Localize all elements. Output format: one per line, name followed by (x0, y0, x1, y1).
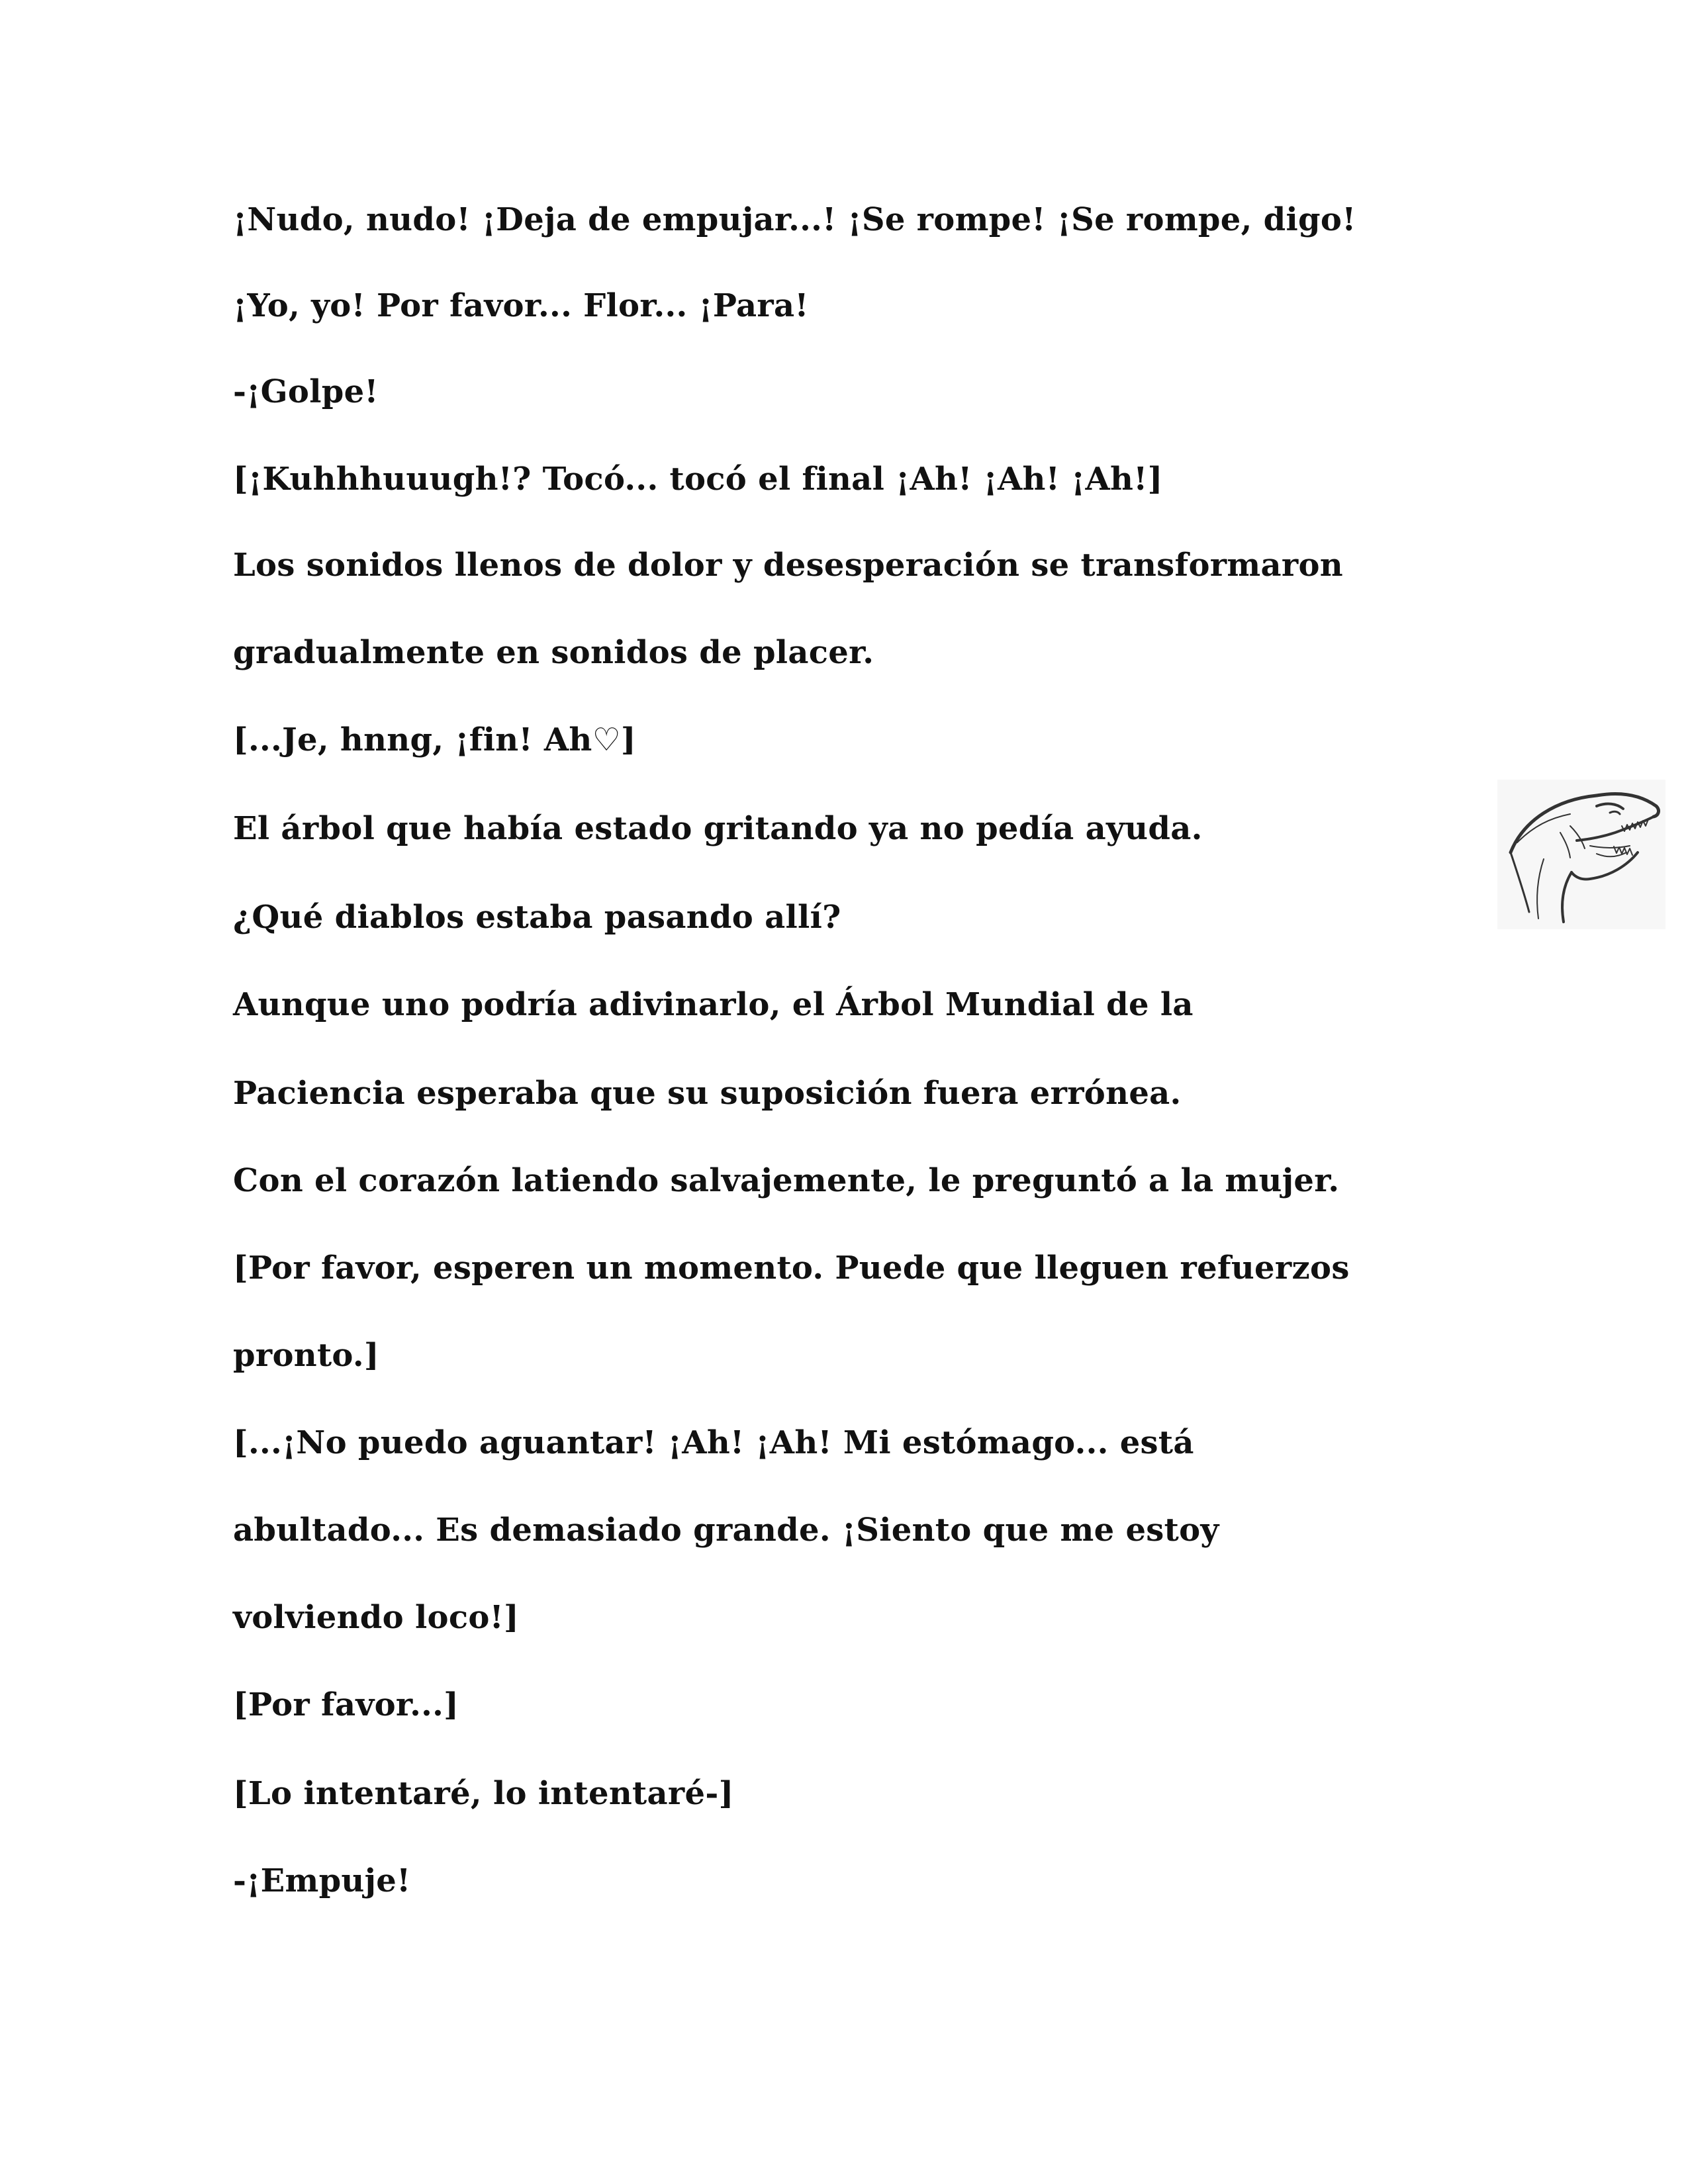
text-line: [...¡No puedo aguantar! ¡Ah! ¡Ah! Mi estómago... está (233, 1424, 1194, 1461)
text-line: [Por favor...] (233, 1686, 459, 1723)
text-line: [...Je, hnng, ¡fin! Ah♡] (233, 721, 636, 758)
text-line: volviendo loco!] (233, 1599, 520, 1636)
text-line: pronto.] (233, 1337, 379, 1374)
text-line: ¿Qué diablos estaba pasando allí? (233, 899, 841, 936)
text-line: -¡Empuje! (233, 1862, 411, 1899)
text-line: Con el corazón latiendo salvajemente, le preguntó a la mujer. (233, 1162, 1340, 1199)
dinosaur-head-sketch-icon (1497, 780, 1665, 929)
text-line: abultado... Es demasiado grande. ¡Siento que me estoy (233, 1512, 1219, 1549)
text-line: Aunque uno podría adivinarlo, el Árbol Mundial de la (233, 986, 1194, 1023)
text-line: gradualmente en sonidos de placer. (233, 634, 874, 671)
text-line: [Por favor, esperen un momento. Puede que lleguen refuerzos (233, 1250, 1350, 1287)
text-line: [Lo intentaré, lo intentaré-] (233, 1775, 734, 1812)
text-line: El árbol que había estado gritando ya no pedía ayuda. (233, 810, 1203, 847)
text-line: Paciencia esperaba que su suposición fuera errónea. (233, 1075, 1182, 1112)
text-line: [¡Kuhhhuuugh!? Tocó... tocó el final ¡Ah! ¡Ah! ¡Ah!] (233, 461, 1163, 498)
text-line: ¡Nudo, nudo! ¡Deja de empujar...! ¡Se rompe! ¡Se rompe, digo! (233, 201, 1356, 238)
text-line: ¡Yo, yo! Por favor... Flor... ¡Para! (233, 287, 809, 324)
text-line: Los sonidos llenos de dolor y desesperación se transformaron (233, 547, 1343, 584)
text-line: -¡Golpe! (233, 373, 379, 410)
